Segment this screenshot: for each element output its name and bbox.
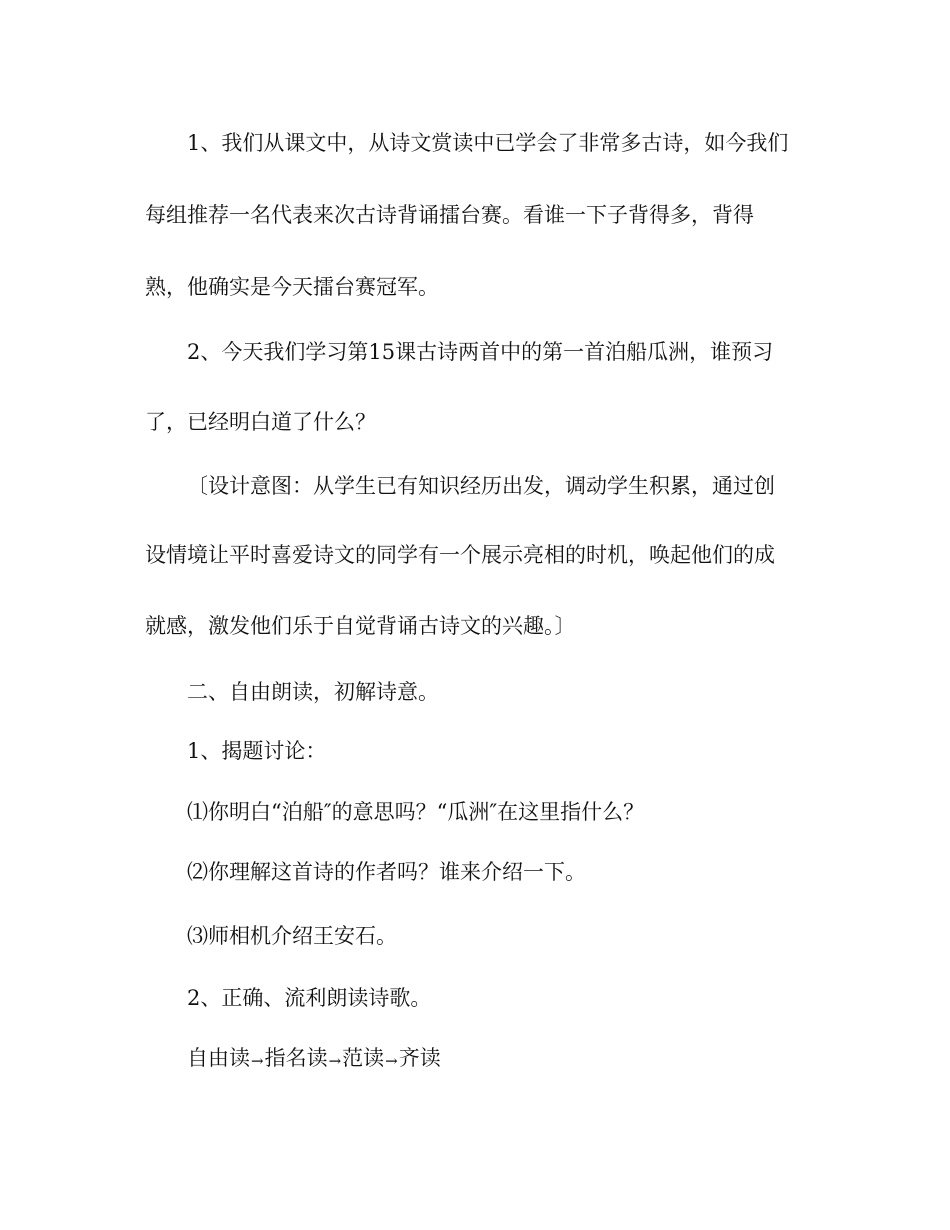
design-intent-line-1: 〔设计意图：从学生已有知识经历出发，调动学生积累，通过创: [187, 474, 775, 498]
reading-step-1: 自由读: [187, 1046, 250, 1070]
arrow-icon: →: [385, 1052, 398, 1070]
section-heading-2: 二、自由朗读，初解诗意。: [187, 680, 439, 704]
reading-sequence: [187, 1043, 441, 1076]
reading-step-3: 范读: [342, 1046, 385, 1070]
reading-step-4: 齐读: [398, 1046, 441, 1070]
item-topic-discussion: 1、揭题讨论：: [187, 739, 327, 763]
arrow-icon: →: [328, 1052, 342, 1070]
arrow-icon: →: [251, 1052, 264, 1070]
question-2: ⑵你理解这首诗的作者吗？谁来介绍一下。: [187, 860, 586, 884]
paragraph-1-line-1: 1、我们从课文中，从诗文赏读中已学会了非常多古诗，如今我们: [187, 131, 789, 155]
design-intent-line-3: 就感，激发他们乐于自觉背诵古诗文的兴趣。〕: [145, 614, 576, 638]
paragraph-2-line-2: 了，已经明白道了什么？: [145, 410, 376, 434]
paragraph-1-line-3: 熟，他确实是今天擂台赛冠军。: [145, 275, 439, 299]
reading-step-2: 指名读: [264, 1046, 328, 1070]
design-intent-line-2: 设情境让平时喜爱诗文的同学有一个展示亮相的时机，唤起他们的成: [145, 543, 775, 567]
paragraph-2-line-1: 2、今天我们学习第15课古诗两首中的第一首泊船瓜洲，谁预习: [187, 340, 774, 364]
item-fluent-reading: 2、正确、流利朗读诗歌。: [187, 986, 432, 1010]
question-1: ⑴你明白“泊船″的意思吗？“瓜洲″在这里指什么？: [187, 800, 645, 824]
paragraph-1-line-2: 每组推荐一名代表来次古诗背诵擂台赛。看谁一下子背得多，背得: [145, 203, 754, 227]
question-3: ⑶师相机介绍王安石。: [187, 924, 397, 948]
